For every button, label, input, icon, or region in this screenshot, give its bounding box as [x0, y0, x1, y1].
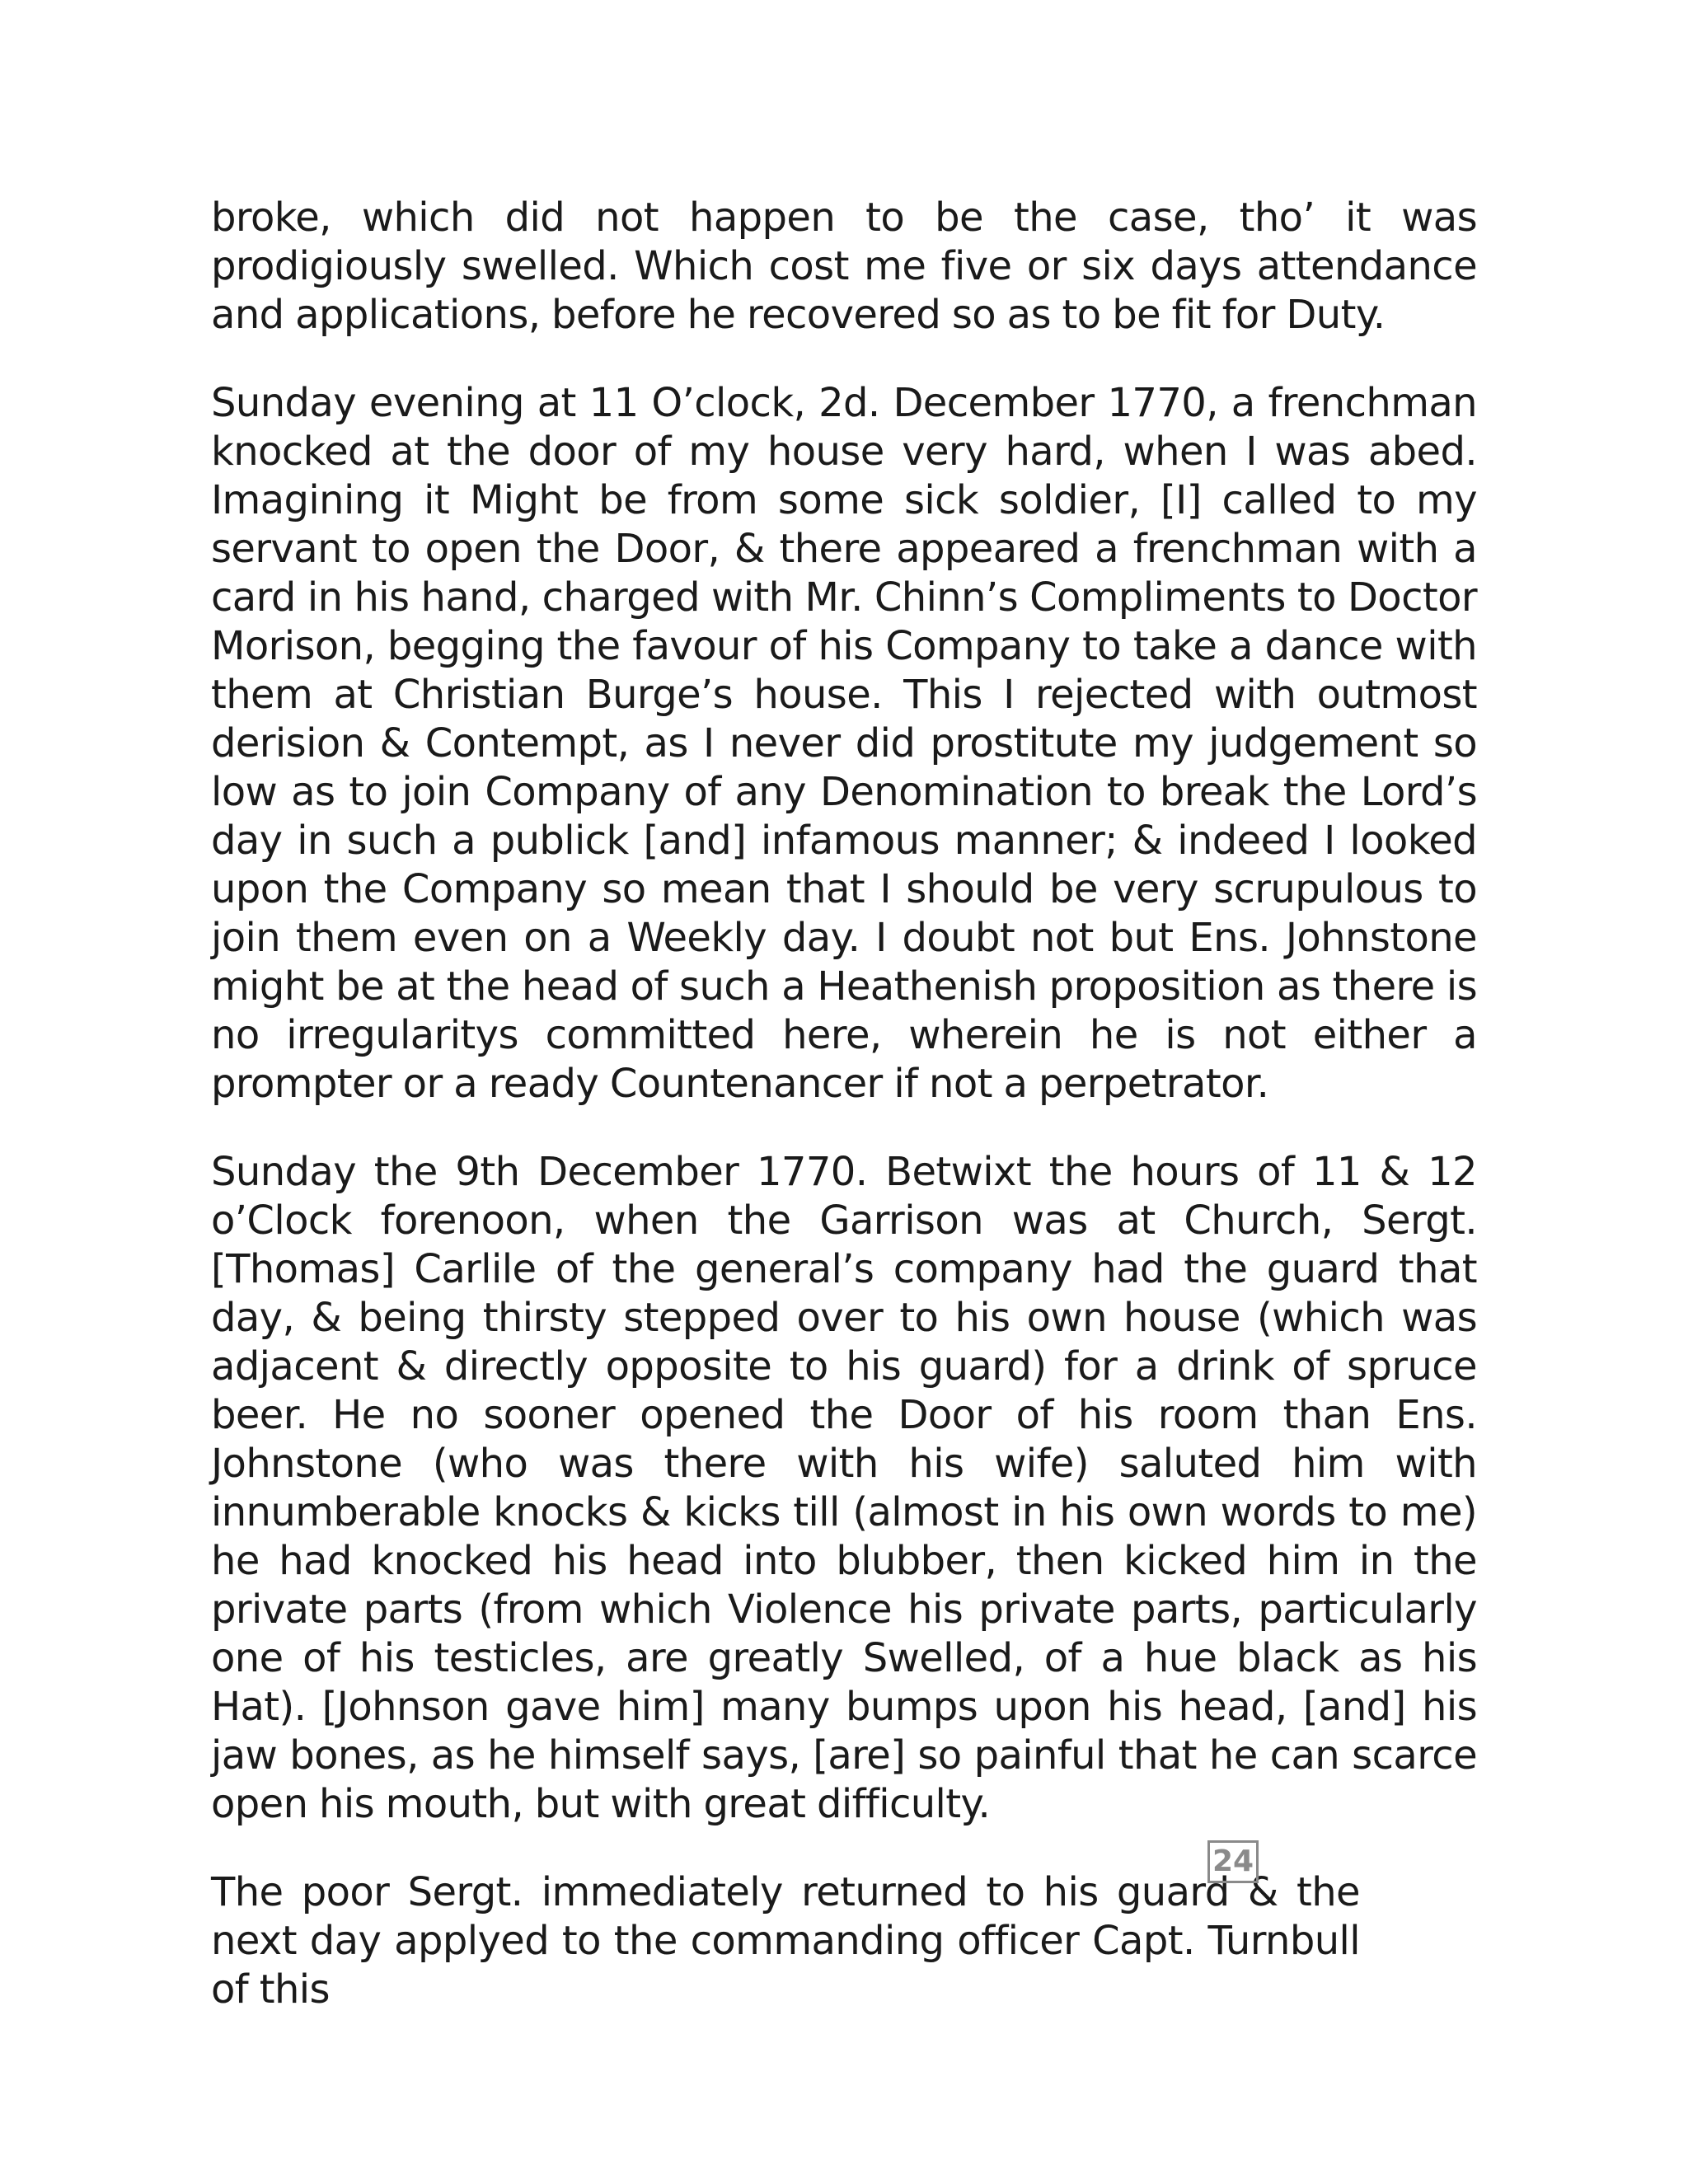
paragraph-dec-9: Sunday the 9th December 1770. Betwixt the hours of 11 & 12 o’Clock forenoon, when the Garrison was at Church, Sergt. [Thomas] Carlile of the general’s company had the guard that day, & being thirsty stepped over to his own house (which was adjacent & directly opposite to his guard) for a drink of spruce beer. He no sooner opened the Door of his room than Ens. Johnstone (who was there with his wife) saluted him with innumberable knocks & kicks till (almost in his own words to me) he had knocked his head into blubber, then kicked him in the private parts (from which Violence his private parts, particularly one of his testicles, are greatly Swelled, of a hue black as his Hat). [Johnson gave him] many bumps upon his head, [and] his jaw bones, as he himself says, [are] so painful that he can scarce open his mouth, but with great difficulty. — [211, 1149, 1477, 1827]
paragraph-sergeant: The poor Sergt. immediately returned to his guard & the next day applyed to the commanding officer Capt. Turnbull of this — [211, 1869, 1360, 2013]
paragraph-dec-2: Sunday evening at 11 O’clock, 2d. December 1770, a frenchman knocked at the door of my house very hard, when I was abed. Imagining it Might be from some sick soldier, [I] called to my servant to open the Door, & there appeared a frenchman with a card in his hand, charged with Mr. Chinn’s Compliments to Doctor Morison, begging the favour of his Company to take a dance with them at Christian Burge’s house. This I rejected with outmost derision & Contempt, as I never did prostitute my judgement so low as to join Company of any Denomination to break the Lord’s day in such a publick [and] infamous manner; & indeed I looked upon the Company so mean that I should be very scrupulous to join them even on a Weekly day. I doubt not but Ens. Johnstone might be at the head of such a Heathenish proposition as there is no irregularitys committed here, wherein he is not either a prompter or a ready Countenancer if not a perpetrator. — [211, 380, 1477, 1107]
paragraph-continuation: broke, which did not happen to be the case, tho’ it was prodigiously swelled. Which cost me five or six days attendance and applications, before he recovered so as to be fit for Duty. — [211, 194, 1477, 338]
last-paragraph-block — [211, 1868, 1477, 2014]
document-body — [211, 194, 1477, 2014]
page-number-badge: 24 — [1207, 1840, 1259, 1883]
